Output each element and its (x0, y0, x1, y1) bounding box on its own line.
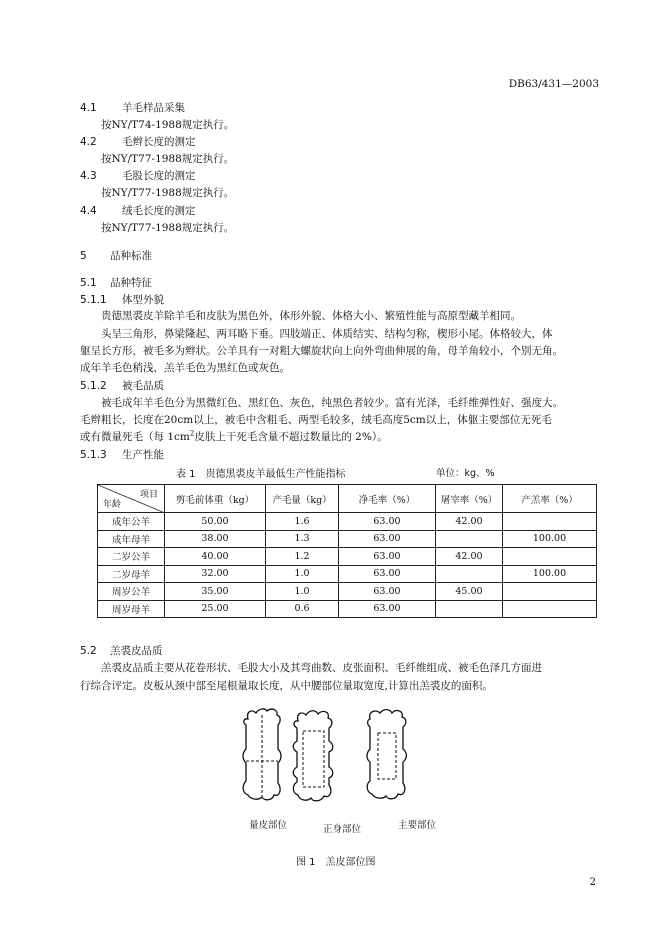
corner-bottom-label: 年龄 (103, 500, 122, 510)
table-row (98, 513, 597, 531)
pelt-diagram (230, 705, 460, 810)
table-cell: 1.0 (266, 565, 339, 583)
section-5-1-1-heading: 5.1.1 体型外貌 (80, 294, 164, 306)
section-4-4-text: 按NY/T77-1988规定执行。 (101, 222, 235, 234)
section-5-1-2-heading: 5.1.2 被毛品质 (80, 380, 164, 392)
table-cell: 42.00 (436, 513, 503, 531)
table-cell (503, 600, 597, 618)
section-4-2-heading: 4.2 毛辫长度的测定 (80, 136, 196, 148)
body-area-rect (303, 731, 324, 787)
table-cell: 1.2 (266, 548, 339, 566)
figure-label-body: 正身部位 (323, 824, 362, 835)
table-cell (436, 530, 503, 548)
table-cell: 35.00 (165, 583, 266, 601)
row-label-cell: 成年母羊 (98, 530, 165, 548)
section-4-1-heading: 4.1 羊毛样品采集 (80, 102, 185, 114)
section-4-3-text: 按NY/T77-1988规定执行。 (101, 187, 235, 199)
table-unit: 单位：kg、% (436, 468, 495, 479)
table-row (98, 565, 597, 583)
table-cell: 1.6 (266, 513, 339, 531)
table-cell: 50.00 (165, 513, 266, 531)
corner-top-label: 项目 (139, 490, 158, 500)
section-5-1-1-paragraph-2-line-2: 躯呈长方形，被毛多为辫状。公羊具有一对粗大螺旋状向上向外弯曲伸展的角，母羊角较小，个别无角。 (80, 345, 563, 357)
table-cell: 38.00 (165, 530, 266, 548)
section-5-2-heading: 5.2 羔裘皮品质 (80, 645, 163, 657)
col-header: 产羔率（%） (503, 485, 597, 513)
table-cell (503, 548, 597, 566)
table-cell: 45.00 (436, 583, 503, 601)
row-label-cell: 成年公羊 (98, 513, 165, 531)
section-4-4-heading: 4.4 绒毛长度的测定 (80, 205, 196, 217)
table-cell: 32.00 (165, 565, 266, 583)
section-5-1-2-line-2: 毛辫粗长，长度在20cm以上，被毛中含粗毛、两型毛较多，绒毛高度5cm以上，体躯主要部位无死毛 (80, 414, 552, 426)
row-label-cell: 周岁母羊 (98, 600, 165, 618)
table-cell: 63.00 (339, 513, 436, 531)
table-cell (436, 600, 503, 618)
section-4-3-heading: 4.3 毛股长度的测定 (80, 170, 196, 182)
table-cell: 100.00 (503, 565, 597, 583)
table-cell: 63.00 (339, 600, 436, 618)
standard-code: DB63/431—2003 (508, 78, 599, 90)
section-5-1-2-line-1: 被毛成年羊毛色分为黑微红色、黑红色、灰色，纯黑色者较少。富有光泽，毛纤维弹性好、强度大。 (101, 397, 563, 409)
section-5-2-line-2: 行综合评定。皮板从颈中部至尾根量取长度，从中腰部位量取宽度,计算出羔裘皮的面积。 (80, 680, 493, 692)
section-4-1-text: 按NY/T74-1988规定执行。 (101, 119, 235, 131)
section-5-heading: 5 品种标准 (80, 250, 152, 262)
table-cell: 63.00 (339, 583, 436, 601)
table-cell (503, 583, 597, 601)
col-header: 屠宰率（%） (436, 485, 503, 513)
section-5-1-2-line-3: 或有微量死毛（每 $1cm^2$皮肤上干死毛含量不超过数量比的 2%）。 (80, 429, 388, 443)
section-4-2-text: 按NY/T77-1988规定执行。 (101, 153, 235, 165)
page-number: 2 (589, 877, 596, 888)
row-label-cell: 二岁母羊 (98, 565, 165, 583)
table-cell: 40.00 (165, 548, 266, 566)
table-cell (436, 565, 503, 583)
section-5-1-3-heading: 5.1.3 生产性能 (80, 449, 164, 461)
section-5-2-line-1: 羔裘皮品质主要从花卷形状、毛股大小及其弯曲数、皮张面积、毛纤维组成、被毛色泽几方面进 (101, 662, 542, 674)
table-cell: 1.3 (266, 530, 339, 548)
table-row (98, 530, 597, 548)
table-row (98, 583, 597, 601)
table-cell: 0.6 (266, 600, 339, 618)
table-cell: 42.00 (436, 548, 503, 566)
row-label-cell: 周岁公羊 (98, 583, 165, 601)
col-header: 产毛量（kg） (266, 485, 339, 513)
section-5-1-1-paragraph-2-line-3: 成年羊毛色稍浅，羔羊毛色为黑红色或灰色。 (80, 362, 290, 374)
pelt-outline-main (367, 710, 406, 799)
table-cell: 63.00 (339, 565, 436, 583)
table-cell: 100.00 (503, 530, 597, 548)
section-5-1-1-paragraph-2-line-1: 头呈三角形，鼻梁隆起、两耳略下垂。四肢端正、体质结实、结构匀称，楔形小尾。体格较大，体 (101, 328, 553, 340)
table-cell: 63.00 (339, 530, 436, 548)
section-5-1-1-paragraph-1: 贵德黑裘皮羊除羊毛和皮肤为黑色外，体形外貌、体格大小、繁殖性能与高原型藏羊相同。 (101, 310, 521, 322)
table-row (98, 600, 597, 618)
production-table (97, 484, 597, 618)
table-cell: 25.00 (165, 600, 266, 618)
col-header: 净毛率（%） (339, 485, 436, 513)
table-header-row (98, 485, 597, 513)
table-row (98, 548, 597, 566)
col-header: 剪毛前体重（kg） (165, 485, 266, 513)
main-area-rect (378, 733, 396, 779)
table-caption: 表 1 贵德黑裘皮羊最低生产性能指标 (176, 469, 346, 480)
row-label-cell: 二岁公羊 (98, 548, 165, 566)
section-5-1-heading: 5.1 品种特征 (80, 277, 152, 289)
table-corner-cell (98, 485, 165, 513)
table-cell (503, 513, 597, 531)
figure-label-main: 主要部位 (398, 820, 437, 831)
figure-label-measurement: 量皮部位 (249, 820, 288, 831)
table-body (98, 513, 597, 618)
table-cell: 63.00 (339, 548, 436, 566)
table-cell: 1.0 (266, 583, 339, 601)
figure-caption: 图 1 羔皮部位图 (296, 857, 376, 868)
